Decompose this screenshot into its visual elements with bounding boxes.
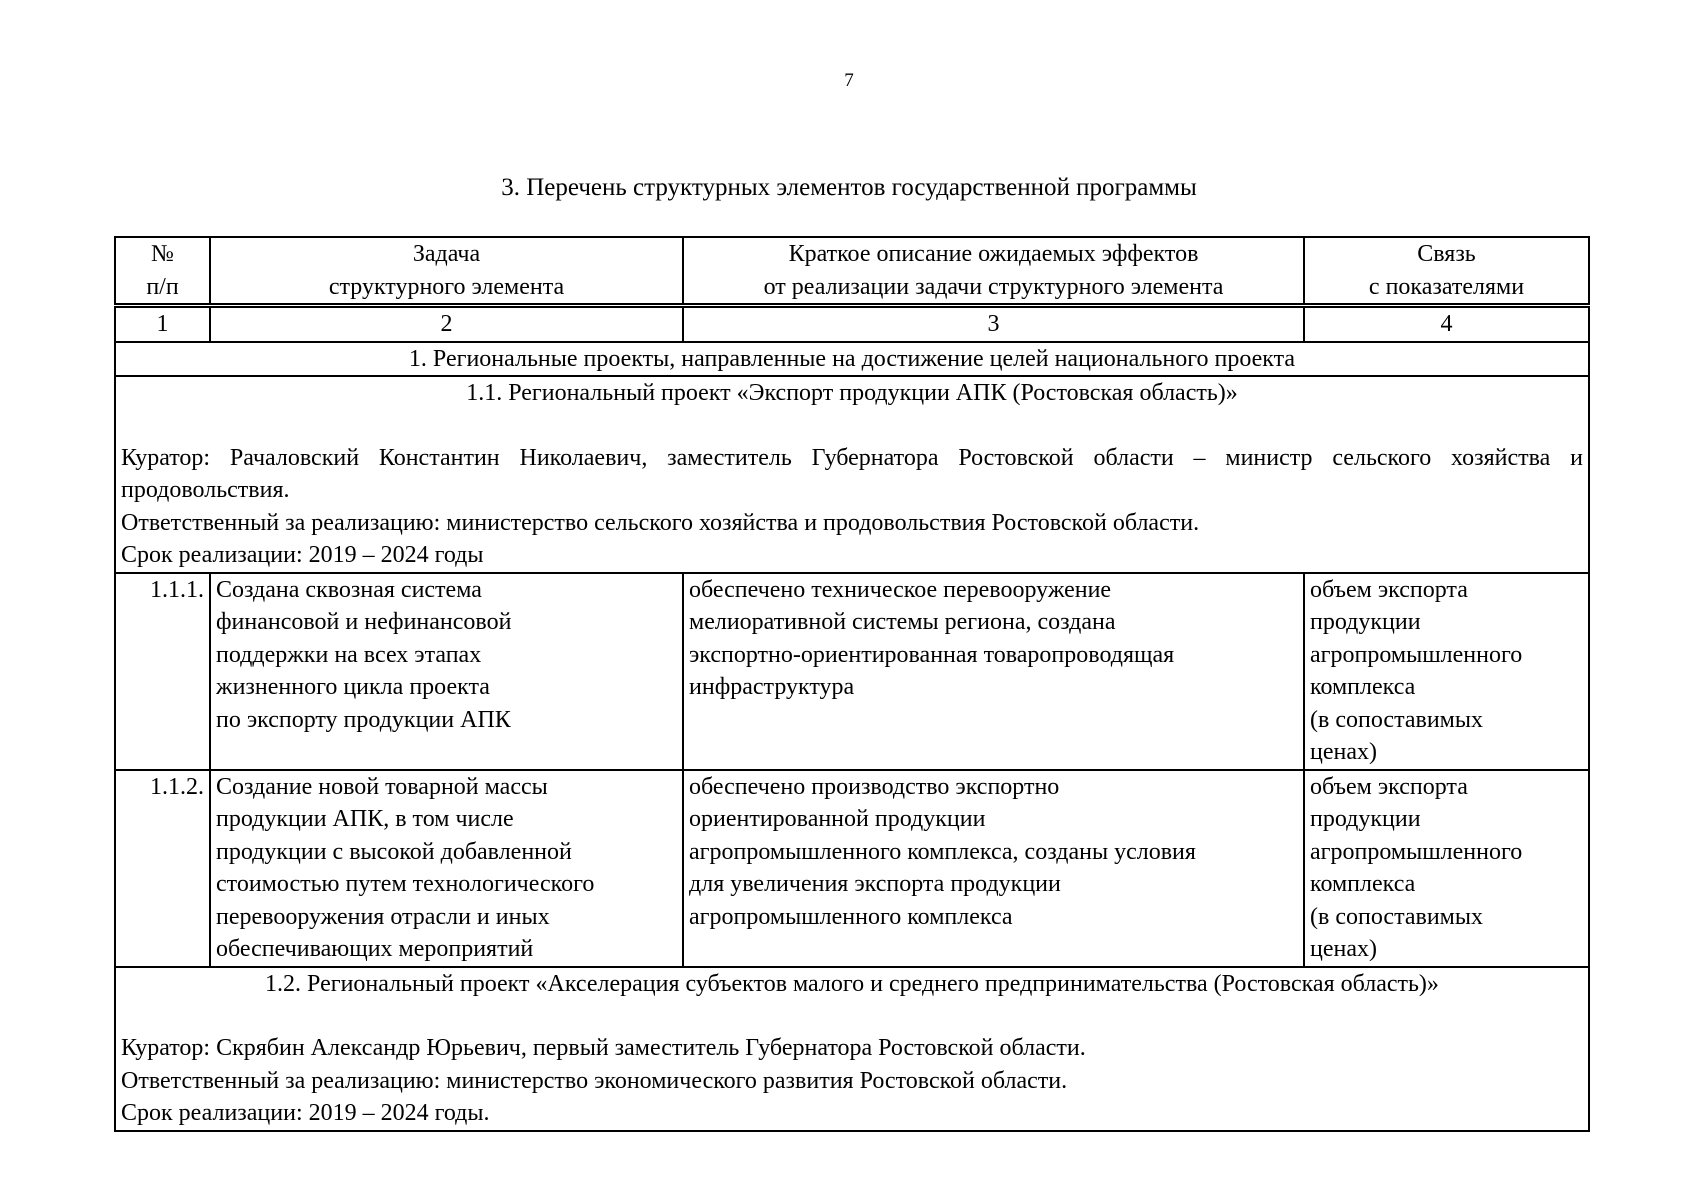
page-number: 7 (844, 70, 854, 91)
header-effects: Краткое описание ожидаемых эффектов от реализации задачи структурного элемента (683, 237, 1304, 306)
header-task: Задача структурного элемента (210, 237, 683, 306)
row-effect: обеспечено производство экспортно ориентированной продукции агропромышленного комплекса, созданы условия для увеличения экспорта продукции агропромышленного комплекса (683, 770, 1304, 967)
section-heading: 1. Региональные проекты, направленные на достижение целей национального проекта (115, 342, 1589, 377)
column-number: 1 (115, 306, 210, 342)
column-numbers-row (115, 306, 1589, 342)
project-title: 1.2. Региональный проект «Акселерация субъектов малого и среднего предпринимательства (Ростовская область)» (265, 970, 1439, 997)
row-number: 1.1.2. (115, 770, 210, 967)
project-responsible: Ответственный за реализацию: министерство экономического развития Ростовской области. (121, 1067, 1068, 1094)
row-indicator-link: объем экспорта продукции агропромышленного комплекса (в сопоставимых ценах) (1304, 573, 1589, 770)
table-header-row (115, 237, 1589, 306)
project-1-2-block (115, 967, 1589, 1131)
row-effect: обеспечено техническое перевооружение мелиоративной системы региона, создана экспортно-ориентированная товаропроводящая инфраструктура (683, 573, 1304, 770)
project-title: 1.1. Региональный проект «Экспорт продукции АПК (Ростовская область)» (466, 380, 1238, 406)
column-number: 3 (683, 306, 1304, 342)
section-title: 3. Перечень структурных элементов государственной программы (501, 174, 1197, 201)
section-row (115, 342, 1589, 377)
column-number: 2 (210, 306, 683, 342)
row-number: 1.1.1. (115, 573, 210, 770)
row-task: Создание новой товарной массы продукции АПК, в том числе продукции с высокой добавленной стоимостью путем технологического перевооружения отрасли и иных обеспечивающих мероприятий (210, 770, 683, 967)
project-1-1-block (115, 376, 1589, 573)
header-number: № п/п (115, 237, 210, 306)
header-indicators-link: Связь с показателями (1304, 237, 1589, 306)
column-number: 4 (1304, 306, 1589, 342)
row-indicator-link: объем экспорта продукции агропромышленного комплекса (в сопоставимых ценах) (1304, 770, 1589, 967)
structural-elements-table (114, 236, 1590, 1132)
project-responsible: Ответственный за реализацию: министерство сельского хозяйства и продовольствия Ростовской области. (121, 509, 1200, 536)
row-task: Создана сквозная система финансовой и нефинансовой поддержки на всех этапах жизненного цикла проекта по экспорту продукции АПК (210, 573, 683, 770)
project-curator: Куратор: Рачаловский Константин Николаевич, заместитель Губернатора Ростовской области – министр сельского хозяйства и продовольствия. (121, 444, 1583, 503)
project-row (115, 376, 1589, 573)
project-term: Срок реализации: 2019 – 2024 годы (121, 542, 484, 568)
project-term: Срок реализации: 2019 – 2024 годы. (121, 1100, 490, 1126)
project-curator: Куратор: Скрябин Александр Юрьевич, первый заместитель Губернатора Ростовской области. (121, 1035, 1086, 1061)
table-row (115, 573, 1589, 770)
project-row (115, 967, 1589, 1131)
table-row (115, 770, 1589, 967)
